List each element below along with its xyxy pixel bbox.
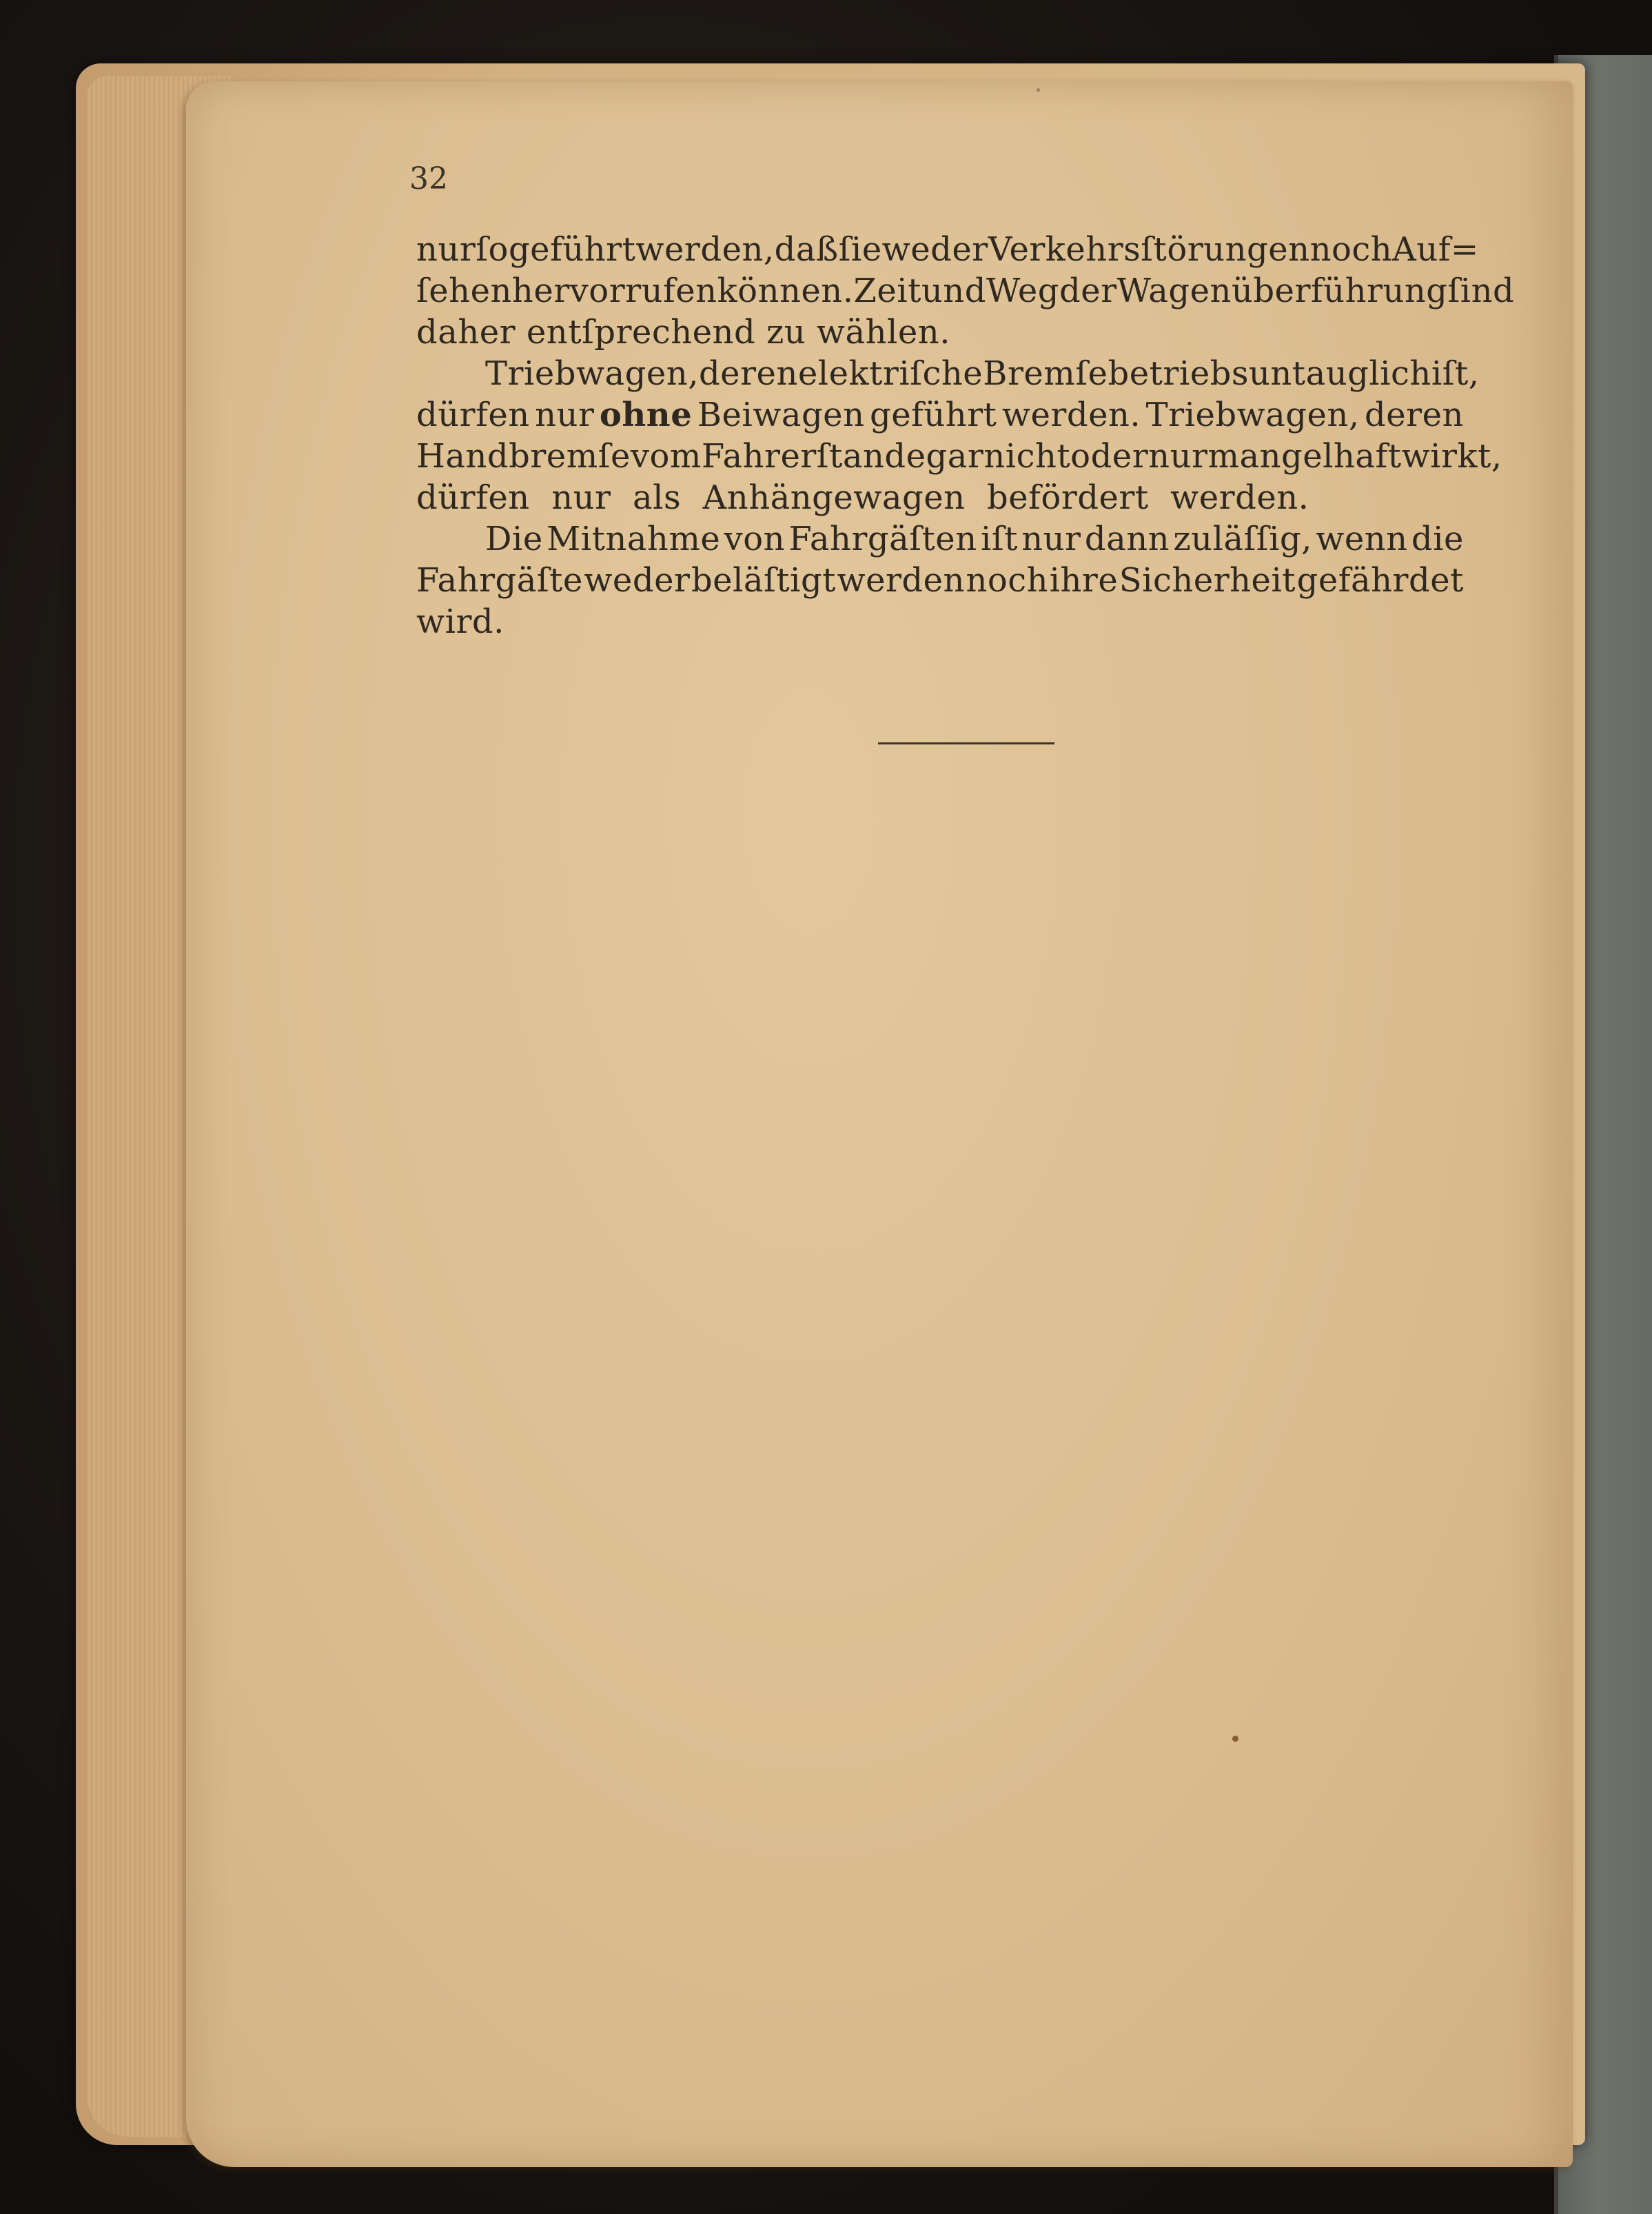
word: Sicherheit xyxy=(1119,561,1296,600)
word: Fahrgäſte xyxy=(416,561,583,600)
text-line xyxy=(416,353,1480,394)
word: hervorrufen xyxy=(511,272,717,310)
word: ihre xyxy=(1049,561,1119,600)
word: dürfen xyxy=(416,478,530,517)
word: gar xyxy=(926,437,984,476)
word: nur xyxy=(1021,520,1081,558)
word: Bremſe xyxy=(983,354,1108,393)
word: mangelhaft xyxy=(1207,437,1402,476)
emphasized-word: ohne xyxy=(599,396,693,434)
word: Anhängewagen xyxy=(702,478,966,517)
word: Auf= xyxy=(1392,230,1479,269)
word: deren xyxy=(1365,396,1464,434)
word: werden. xyxy=(1170,478,1309,517)
word: nur xyxy=(535,396,595,434)
word: geführt xyxy=(508,230,636,269)
word: der xyxy=(1059,272,1117,310)
text-line xyxy=(416,394,1464,436)
word: daß xyxy=(774,230,839,269)
word: die xyxy=(1411,520,1464,558)
word: oder xyxy=(1070,437,1149,476)
word: nur xyxy=(1148,437,1208,476)
word: Die xyxy=(485,520,543,558)
word: ſie xyxy=(838,230,882,269)
word: nur xyxy=(551,478,611,517)
word: zuläſſig, xyxy=(1173,520,1312,558)
word: befördert xyxy=(987,478,1149,517)
word: dann xyxy=(1084,520,1170,558)
word: Verkehrsſtörungen xyxy=(988,230,1310,269)
text-line xyxy=(416,312,1464,353)
word: von xyxy=(724,520,786,558)
word: und xyxy=(921,272,986,310)
word: Triebwagen, xyxy=(485,354,699,393)
word: als xyxy=(632,478,682,517)
text-line xyxy=(416,229,1479,270)
word: werden, xyxy=(635,230,775,269)
word: ſo xyxy=(476,230,509,269)
word: Beiwagen xyxy=(697,396,865,434)
word: Wagenüberführung xyxy=(1116,272,1448,310)
word: entſprechend xyxy=(526,313,756,352)
word: iſt xyxy=(980,520,1018,558)
text-line xyxy=(416,477,1464,518)
page-number: 32 xyxy=(409,161,448,196)
word: wirkt, xyxy=(1401,437,1502,476)
word: ſehen xyxy=(416,272,512,310)
word: elektriſche xyxy=(797,354,983,393)
word: werden xyxy=(837,561,965,600)
word: weder xyxy=(881,230,988,269)
word: wählen. xyxy=(816,313,950,352)
word: noch xyxy=(1309,230,1393,269)
word: beläſtigt xyxy=(691,561,836,600)
section-divider xyxy=(878,742,1054,744)
text-line xyxy=(416,518,1464,560)
word: zu xyxy=(766,313,806,352)
paper-speck xyxy=(1037,88,1040,92)
word: können. xyxy=(717,272,854,310)
paper-speck xyxy=(1232,1736,1238,1742)
word: werden. xyxy=(1001,396,1141,434)
body-text xyxy=(416,229,1515,642)
word: nicht xyxy=(983,437,1071,476)
word: wenn xyxy=(1316,520,1408,558)
word: wird. xyxy=(416,602,504,641)
word: betriebsuntauglich xyxy=(1108,354,1431,393)
word: deren xyxy=(698,354,798,393)
word: iſt, xyxy=(1431,354,1480,393)
word: gefährdet xyxy=(1296,561,1464,600)
word: dürfen xyxy=(416,396,530,434)
word: Zeit xyxy=(853,272,921,310)
word: Triebwagen, xyxy=(1145,396,1360,434)
word: Handbremſe xyxy=(416,437,631,476)
word: ſind xyxy=(1447,272,1515,310)
word: vom xyxy=(630,437,702,476)
word: noch xyxy=(966,561,1049,600)
word: Fahrgäſten xyxy=(788,520,977,558)
text-line xyxy=(416,436,1502,477)
word: weder xyxy=(584,561,691,600)
word: Weg xyxy=(986,272,1059,310)
text-line xyxy=(416,270,1515,312)
word: daher xyxy=(416,313,516,352)
word: geführt xyxy=(869,396,997,434)
text-line xyxy=(416,601,1464,642)
word: Mitnahme xyxy=(547,520,721,558)
word: Fahrerſtande xyxy=(701,437,926,476)
word: nur xyxy=(416,230,476,269)
text-line xyxy=(416,560,1464,601)
